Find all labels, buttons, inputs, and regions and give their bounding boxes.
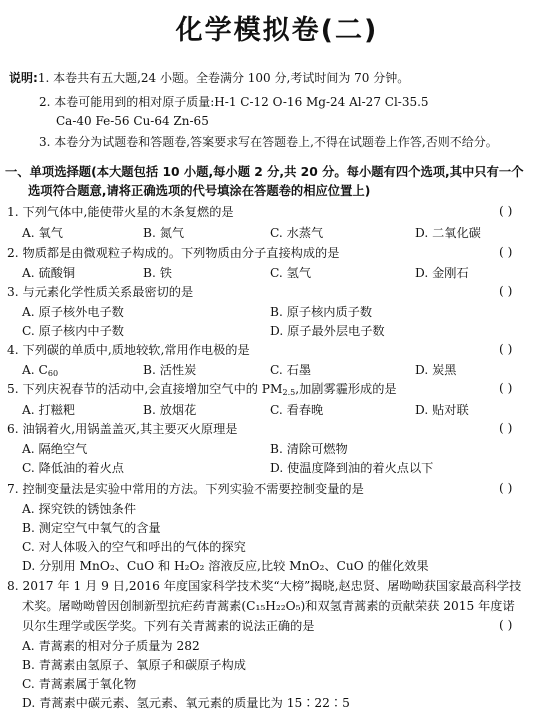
question-7-stem: 7. 控制变量法是实验中常用的方法。下列实验不需要控制变量的是 [7,482,364,496]
option-b: B. 清除可燃物 [270,442,348,456]
option-d: D. 青蒿素中碳元素、氢元素、氧元素的质量比为 15∶22∶5 [22,696,350,710]
section-heading-line-2: 选项符合题意,请将正确选项的代号填涂在答题卷的相应位置上) [28,184,371,198]
question-3-stem: 3. 与元素化学性质关系最密切的是 [7,285,194,299]
option-a: A. $C_{60}$ [22,363,59,378]
question-4-options [0,362,554,378]
option-d: D. 分别用 MnO₂、CuO 和 H₂O₂ 溶液反应,比较 MnO₂、CuO 的催化效果 [22,559,429,573]
question-5-options [0,402,554,418]
option-b: B. 原子核内质子数 [270,305,373,319]
option-c: C. 氢气 [270,266,312,280]
answer-blank-6: ( ) [499,421,513,435]
option-c: C. 降低油的着火点 [22,461,124,475]
question-1-options [0,225,554,241]
answer-blank-7: ( ) [499,481,513,495]
option-c: C. 对人体吸入的空气和呼出的气体的探究 [22,540,246,554]
answer-blank-4: ( ) [499,342,513,356]
option-a: A. 氧气 [22,226,63,240]
option-d: D. 使温度降到油的着火点以下 [270,461,434,475]
answer-blank-3: ( ) [499,284,513,298]
notes-line-3: 3. 本卷分为试题卷和答题卷,答案要求写在答题卷上,不得在试题卷上作答,否则不给分。 [39,135,498,149]
question-6-stem: 6. 油锅着火,用锅盖盖灭,其主要灭火原理是 [7,422,238,436]
option-c: C. 青蒿素属于氧化物 [22,677,137,691]
option-a: A. 探究铁的锈蚀条件 [22,502,137,516]
question-3-options-row-2 [0,323,554,339]
notes-label: 说明: [9,71,38,85]
option-d: D. 金刚石 [415,266,469,280]
section-heading-line-1: 一、单项选择题(本大题包括 10 小题,每小题 2 分,共 20 分。每小题有四个选项,其中只有一个 [5,165,524,179]
option-b: B. 青蒿素由氢原子、氧原子和碳原子构成 [22,658,246,672]
notes-line-2b: Ca-40 Fe-56 Cu-64 Zn-65 [56,114,209,128]
option-d: D. 原子最外层电子数 [270,324,385,338]
page-title: 化学模拟卷(二) [175,15,379,46]
question-8-stem-line-3: 贝尔生理学或医学奖。下列有关青蒿素的说法正确的是 [22,619,315,633]
option-c: C. 看春晚 [270,403,324,417]
option-c: C. 原子核内中子数 [22,324,124,338]
option-b: B. 铁 [143,266,172,280]
option-c: C. 水蒸气 [270,226,324,240]
notes-line-2: 2. 本卷可能用到的相对原子质量:H-1 C-12 O-16 Mg-24 Al-27 Cl-35.5 [39,95,429,109]
option-b: B. 活性炭 [143,363,197,377]
option-d: D. 炭黑 [415,363,457,377]
option-b: B. 放烟花 [143,403,197,417]
option-a: A. 打糍粑 [22,403,76,417]
question-2-stem: 2. 物质都是由微观粒子构成的。下列物质由分子直接构成的是 [7,246,340,260]
option-b: B. 测定空气中氧气的含量 [22,521,161,535]
question-8-stem-line-1: 8. 2017 年 1 月 9 日,2016 年度国家科学技术奖“大榜”揭晓,赵忠贤、屠呦呦获国家最高科学技 [7,579,522,593]
answer-blank-5: ( ) [499,381,513,395]
answer-blank-8: ( ) [499,618,513,632]
question-1-stem: 1. 下列气体中,能使带火星的木条复燃的是 [7,205,234,219]
answer-blank-1: ( ) [499,204,513,218]
question-3-options-row-1 [0,304,554,320]
answer-blank-2: ( ) [499,245,513,259]
question-2-options [0,265,554,281]
option-a: A. 硫酸铜 [22,266,76,280]
question-4-stem: 4. 下列碳的单质中,质地较软,常用作电极的是 [7,343,250,357]
question-5-stem: 5. 下列庆祝春节的活动中,会直接增加空气中的 $PM_{2.5}$,加剧雾霾形成的是 [7,382,397,397]
option-d: D. 二氧化碳 [415,226,481,240]
question-6-options-row-1 [0,441,554,457]
option-b: B. 氮气 [143,226,185,240]
option-c: C. 石墨 [270,363,312,377]
option-a: A. 隔绝空气 [22,442,88,456]
option-a: A. 青蒿素的相对分子质量为 282 [22,639,200,653]
question-8-stem-line-2: 术奖。屠呦呦曾因创制新型抗疟药青蒿素(C₁₅H₂₂O₅)和双氢青蒿素的贡献荣获 2015 年度诺 [22,599,515,613]
notes-line-1: 说明:1. 本卷共有五大题,24 小题。全卷满分 100 分,考试时间为 70 分钟。 [9,71,410,85]
option-d: D. 贴对联 [415,403,469,417]
question-6-options-row-2 [0,460,554,476]
option-a: A. 原子核外电子数 [22,305,124,319]
